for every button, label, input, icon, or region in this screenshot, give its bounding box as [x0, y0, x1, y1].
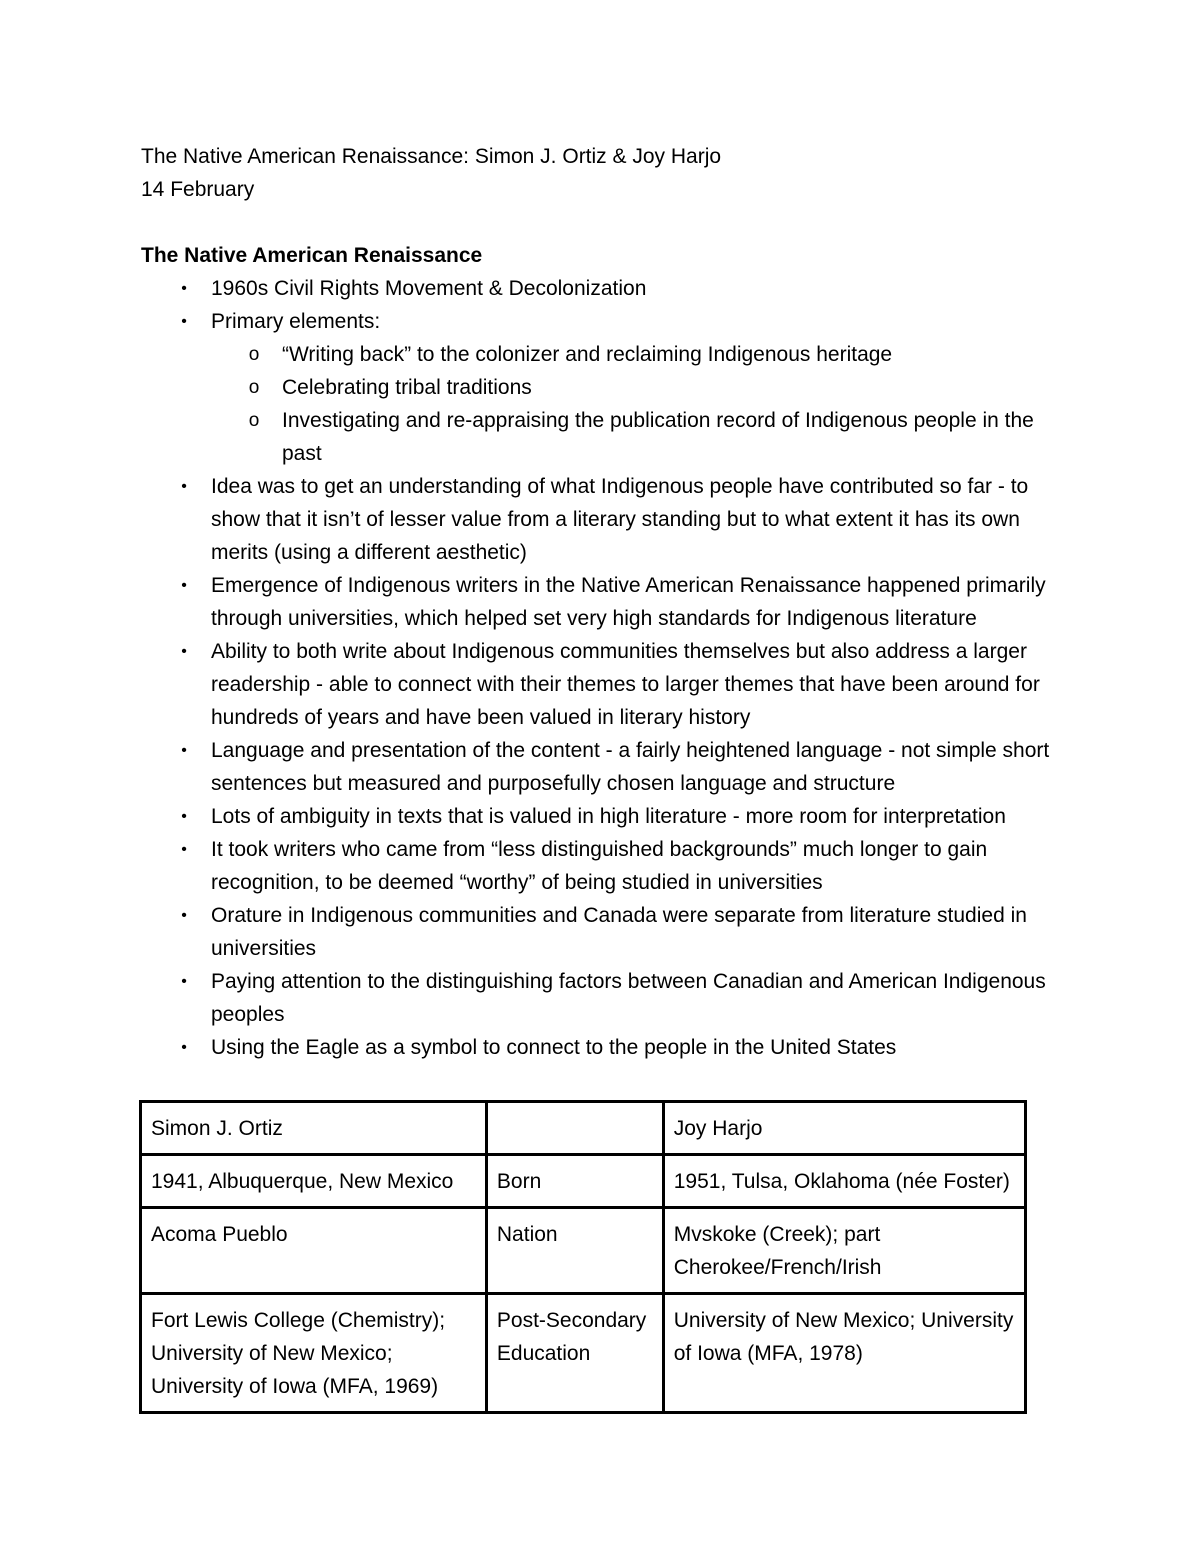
list-item: [181, 272, 1071, 305]
circle-bullet-icon: o: [248, 377, 260, 398]
bullet-icon: •: [181, 313, 187, 330]
bullet-icon: •: [181, 577, 187, 594]
list-item: [181, 635, 1071, 734]
table-cell: Nation: [486, 1208, 663, 1294]
table-row: [141, 1294, 1026, 1413]
author-comparison-table: [139, 1100, 1027, 1414]
sub-list-item-text: “Writing back” to the colonizer and reclaiming Indigenous heritage: [282, 343, 893, 366]
blank-line: [141, 206, 1071, 239]
sub-list-item-text: Investigating and re-appraising the publication record of Indigenous people in the past: [282, 409, 1034, 465]
table-cell: Fort Lewis College (Chemistry); University of New Mexico; University of Iowa (MFA, 1969): [141, 1294, 487, 1413]
bullet-icon: •: [181, 478, 187, 495]
list-item-text: 1960s Civil Rights Movement & Decolonization: [211, 277, 647, 300]
sub-list-item-text: Celebrating tribal traditions: [282, 376, 532, 399]
sub-bullet-list: [211, 338, 1071, 470]
list-item: [181, 1031, 1071, 1064]
table-row: [141, 1155, 1026, 1208]
bullet-icon: •: [181, 280, 187, 297]
list-item-text: Language and presentation of the content - a fairly heightened language - not simple short sentences but measured and purposefully chosen language and structure: [211, 739, 1050, 795]
bullet-list: [141, 272, 1071, 1064]
list-item: [181, 833, 1071, 899]
table-cell: University of New Mexico; University of Iowa (MFA, 1978): [663, 1294, 1025, 1413]
document-date: 14 February: [141, 178, 255, 201]
list-item-text: Orature in Indigenous communities and Canada were separate from literature studied in universities: [211, 904, 1027, 960]
list-item: [181, 470, 1071, 569]
table-cell: [486, 1102, 663, 1155]
bullet-icon: •: [181, 742, 187, 759]
bullet-icon: •: [181, 808, 187, 825]
list-item-text: Ability to both write about Indigenous communities themselves but also address a larger readership - able to connect with their themes to larger themes that have been around for hundreds of years and have been valued in literary history: [211, 640, 1040, 729]
table-cell: Joy Harjo: [663, 1102, 1025, 1155]
list-item-text: Using the Eagle as a symbol to connect to the people in the United States: [211, 1036, 897, 1059]
sub-list-item: [248, 338, 1071, 371]
table-cell: Simon J. Ortiz: [141, 1102, 487, 1155]
list-item: [181, 305, 1071, 470]
table-cell: Post-Secondary Education: [486, 1294, 663, 1413]
bullet-icon: •: [181, 907, 187, 924]
table-cell: 1941, Albuquerque, New Mexico: [141, 1155, 487, 1208]
list-item-text: It took writers who came from “less distinguished backgrounds” much longer to gain recognition, to be deemed “worthy” of being studied in universities: [211, 838, 988, 894]
list-item-text: Idea was to get an understanding of what Indigenous people have contributed so far - to show that it isn’t of lesser value from a literary standing but to what extent it has its own merits (using a different aesthetic): [211, 475, 1029, 564]
table-cell: 1951, Tulsa, Oklahoma (née Foster): [663, 1155, 1025, 1208]
bullet-icon: •: [181, 973, 187, 990]
bullet-icon: •: [181, 1039, 187, 1056]
bullet-icon: •: [181, 841, 187, 858]
sub-list-item: [248, 404, 1071, 470]
list-item-text: Lots of ambiguity in texts that is valued in high literature - more room for interpretation: [211, 805, 1006, 828]
list-item: [181, 569, 1071, 635]
list-item: [181, 734, 1071, 800]
table-cell: Mvskoke (Creek); part Cherokee/French/Irish: [663, 1208, 1025, 1294]
bullet-icon: •: [181, 643, 187, 660]
list-item-text: Paying attention to the distinguishing factors between Canadian and American Indigenous peoples: [211, 970, 1046, 1026]
list-item: [181, 899, 1071, 965]
circle-bullet-icon: o: [248, 344, 260, 365]
document-title: The Native American Renaissance: Simon J. Ortiz & Joy Harjo: [141, 145, 722, 168]
list-item: [181, 800, 1071, 833]
document-body: [141, 140, 1071, 1064]
list-item: [181, 965, 1071, 1031]
table-row: [141, 1102, 1026, 1155]
circle-bullet-icon: o: [248, 410, 260, 431]
section-heading: The Native American Renaissance: [141, 244, 483, 267]
list-item-text: Emergence of Indigenous writers in the Native American Renaissance happened primarily through universities, which helped set very high standards for Indigenous literature: [211, 574, 1046, 630]
list-item-text: Primary elements:: [211, 310, 381, 333]
table-row: [141, 1208, 1026, 1294]
table-cell: Acoma Pueblo: [141, 1208, 487, 1294]
sub-list-item: [248, 371, 1071, 404]
table-cell: Born: [486, 1155, 663, 1208]
